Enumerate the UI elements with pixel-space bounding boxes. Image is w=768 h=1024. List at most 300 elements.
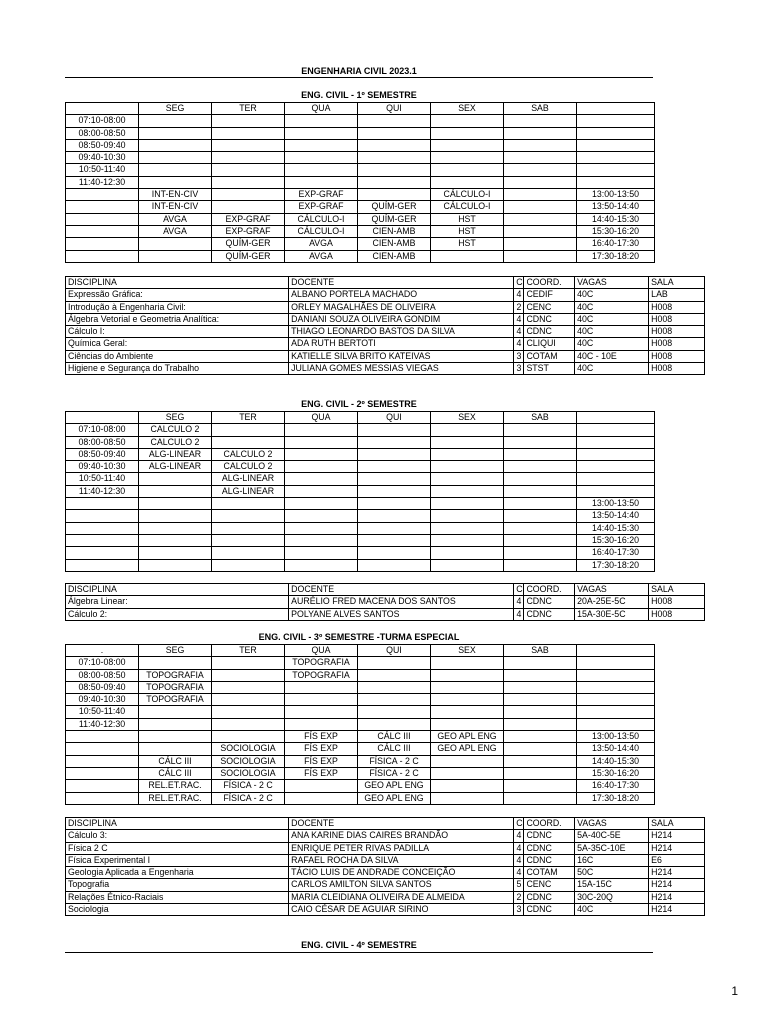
- time-slot-cell: [66, 522, 139, 534]
- page-number: 1: [731, 984, 738, 998]
- class-cell: [212, 694, 285, 706]
- docente-name: KATIELLE SILVA BRITO KATEIVAS: [289, 350, 514, 362]
- class-cell: [504, 461, 577, 473]
- vagas: 40C: [575, 326, 649, 338]
- schedule-header-cell: SEX: [431, 412, 504, 424]
- time-slot-cell: 16:40-17:30: [577, 780, 655, 792]
- vagas: 40C: [575, 338, 649, 350]
- time-slot-cell: [66, 755, 139, 767]
- sala: E6: [649, 854, 705, 866]
- class-cell: [139, 485, 212, 497]
- vagas: 16C: [575, 854, 649, 866]
- schedule-row: [66, 681, 655, 693]
- coord: CDNC: [524, 854, 575, 866]
- docente-name: CAIO CÉSAR DE AGUIAR SIRINO: [289, 904, 514, 916]
- class-cell: CIEN-AMB: [358, 250, 431, 262]
- discipline-name: Química Geral:: [66, 338, 289, 350]
- class-cell: CALCULO 2: [139, 436, 212, 448]
- disciplines-header-cell: C: [514, 818, 524, 830]
- class-cell: [285, 510, 358, 522]
- coord: COTAM: [524, 350, 575, 362]
- class-cell: [431, 448, 504, 460]
- time-slot-cell: [66, 743, 139, 755]
- credits: 4: [514, 338, 524, 350]
- time-slot-cell: 08:00-08:50: [66, 669, 139, 681]
- schedule-row: [66, 718, 655, 730]
- class-cell: [504, 485, 577, 497]
- discipline-name: Topografia: [66, 879, 289, 891]
- docente-name: AURÉLIO FRED MACENA DOS SANTOS: [289, 596, 514, 608]
- class-cell: [212, 189, 285, 201]
- class-cell: [504, 176, 577, 188]
- time-slot-cell: 13:00-13:50: [577, 731, 655, 743]
- credits: 2: [514, 891, 524, 903]
- schedule-header-cell: [577, 412, 655, 424]
- class-cell: [504, 448, 577, 460]
- schedule-row: [66, 139, 655, 151]
- class-cell: SOCIOLOGIA: [212, 743, 285, 755]
- schedule-row: [66, 522, 655, 534]
- schedule-header-cell: SEG: [139, 103, 212, 115]
- class-cell: [431, 547, 504, 559]
- class-cell: GEO APL ENG: [431, 731, 504, 743]
- class-cell: [139, 164, 212, 176]
- class-cell: [139, 706, 212, 718]
- discipline-name: Cálculo 2:: [66, 608, 289, 620]
- class-cell: [285, 115, 358, 127]
- schedule-header-cell: QUA: [285, 412, 358, 424]
- disciplines-header-cell: DISCIPLINA: [66, 584, 289, 596]
- time-slot-cell: [577, 461, 655, 473]
- class-cell: [358, 189, 431, 201]
- time-slot-cell: 16:40-17:30: [577, 547, 655, 559]
- class-cell: [504, 755, 577, 767]
- sala: H008: [649, 608, 705, 620]
- schedule-header-row: [66, 645, 655, 657]
- schedule-row: [66, 225, 655, 237]
- credits: 4: [514, 596, 524, 608]
- class-cell: [504, 189, 577, 201]
- discipline-row: [66, 313, 705, 325]
- discipline-name: Geologia Aplicada a Engenharia: [66, 867, 289, 879]
- class-cell: ALG-LINEAR: [212, 473, 285, 485]
- class-cell: [504, 681, 577, 693]
- class-cell: [139, 559, 212, 571]
- class-cell: [504, 780, 577, 792]
- class-cell: [212, 718, 285, 730]
- docente-name: RAFAEL ROCHA DA SILVA: [289, 854, 514, 866]
- class-cell: EXP-GRAF: [285, 201, 358, 213]
- schedule-row: [66, 743, 655, 755]
- discipline-row: [66, 301, 705, 313]
- time-slot-cell: 08:50-09:40: [66, 139, 139, 151]
- class-cell: [431, 718, 504, 730]
- time-slot-cell: [577, 657, 655, 669]
- class-cell: [504, 559, 577, 571]
- time-slot-cell: 17:30-18:20: [577, 559, 655, 571]
- class-cell: [504, 115, 577, 127]
- class-cell: EXP-GRAF: [212, 225, 285, 237]
- schedule-row: [66, 498, 655, 510]
- coord: CDNC: [524, 596, 575, 608]
- coord: CDNC: [524, 904, 575, 916]
- class-cell: [212, 152, 285, 164]
- coord: CDNC: [524, 313, 575, 325]
- coord: STST: [524, 363, 575, 375]
- coord: COTAM: [524, 867, 575, 879]
- class-cell: [504, 657, 577, 669]
- disciplines-header-cell: VAGAS: [575, 584, 649, 596]
- schedule-row: [66, 547, 655, 559]
- class-cell: [504, 213, 577, 225]
- docente-name: ENRIQUE PETER RIVAS PADILLA: [289, 842, 514, 854]
- time-slot-cell: 09:40-10:30: [66, 461, 139, 473]
- schedule-row: [66, 176, 655, 188]
- schedule-row: [66, 152, 655, 164]
- class-cell: HST: [431, 213, 504, 225]
- class-cell: [504, 510, 577, 522]
- time-slot-cell: [577, 681, 655, 693]
- class-cell: [139, 176, 212, 188]
- class-cell: [285, 792, 358, 804]
- schedule-row: [66, 473, 655, 485]
- class-cell: [358, 657, 431, 669]
- docente-name: POLYANE ALVES SANTOS: [289, 608, 514, 620]
- time-slot-cell: [577, 127, 655, 139]
- class-cell: [212, 127, 285, 139]
- docente-name: ANA KARINE DIAS CAIRES BRANDÃO: [289, 830, 514, 842]
- class-cell: QUÍM-GER: [358, 213, 431, 225]
- time-slot-cell: 11:40-12:30: [66, 485, 139, 497]
- credits: 4: [514, 313, 524, 325]
- docente-name: JULIANA GOMES MESSIAS VIEGAS: [289, 363, 514, 375]
- time-slot-cell: [577, 139, 655, 151]
- class-cell: [431, 522, 504, 534]
- sala: H214: [649, 830, 705, 842]
- class-cell: [431, 473, 504, 485]
- disciplines-header-cell: SALA: [649, 277, 705, 289]
- schedule-row: [66, 424, 655, 436]
- time-slot-cell: [66, 201, 139, 213]
- time-slot-cell: [577, 694, 655, 706]
- vagas: 15A-30E-5C: [575, 608, 649, 620]
- class-cell: [212, 559, 285, 571]
- section-title: ENG. CIVIL - 1º SEMESTRE: [301, 90, 417, 100]
- class-cell: [212, 731, 285, 743]
- time-slot-cell: [577, 176, 655, 188]
- class-cell: CALCULO 2: [139, 424, 212, 436]
- class-cell: [358, 152, 431, 164]
- time-slot-cell: [577, 706, 655, 718]
- class-cell: [504, 424, 577, 436]
- class-cell: QUÍM-GER: [358, 201, 431, 213]
- class-cell: FÍSICA - 2 C: [358, 767, 431, 779]
- class-cell: [139, 152, 212, 164]
- class-cell: TOPOGRAFIA: [139, 694, 212, 706]
- time-slot-cell: 08:50-09:40: [66, 448, 139, 460]
- schedule-header-cell: [66, 103, 139, 115]
- time-slot-cell: 13:50-14:40: [577, 201, 655, 213]
- class-cell: [285, 139, 358, 151]
- class-cell: [212, 201, 285, 213]
- class-cell: EXP-GRAF: [212, 213, 285, 225]
- discipline-name: Cálculo 3:: [66, 830, 289, 842]
- docente-name: TÁCIO LUIS DE ANDRADE CONCEIÇÃO: [289, 867, 514, 879]
- schedule-row: [66, 485, 655, 497]
- discipline-row: [66, 608, 705, 620]
- class-cell: CÁLCULO-I: [285, 213, 358, 225]
- class-cell: [139, 127, 212, 139]
- class-cell: HST: [431, 225, 504, 237]
- time-slot-cell: 08:00-08:50: [66, 436, 139, 448]
- time-slot-cell: [577, 424, 655, 436]
- credits: 4: [514, 854, 524, 866]
- class-cell: [358, 139, 431, 151]
- class-cell: [285, 534, 358, 546]
- disciplines-table-semester-2: [65, 583, 705, 621]
- class-cell: [358, 706, 431, 718]
- schedule-row: [66, 780, 655, 792]
- disciplines-header-cell: COORD.: [524, 277, 575, 289]
- title-rule: [65, 77, 653, 78]
- schedule-header-row: [66, 103, 655, 115]
- class-cell: [504, 201, 577, 213]
- time-slot-cell: [66, 780, 139, 792]
- class-cell: CÁLC III: [139, 767, 212, 779]
- class-cell: [358, 669, 431, 681]
- class-cell: [504, 706, 577, 718]
- schedule-header-cell: QUA: [285, 645, 358, 657]
- time-slot-cell: 17:30-18:20: [577, 250, 655, 262]
- class-cell: [139, 510, 212, 522]
- time-slot-cell: 15:30-16:20: [577, 534, 655, 546]
- discipline-name: Física 2 C: [66, 842, 289, 854]
- vagas: 5A-35C-10E: [575, 842, 649, 854]
- class-cell: [358, 718, 431, 730]
- class-cell: CÁLCULO-I: [285, 225, 358, 237]
- class-cell: [212, 498, 285, 510]
- class-cell: [212, 436, 285, 448]
- section-rule: [65, 952, 653, 953]
- discipline-name: Álgebra Vetorial e Geometria Analítica:: [66, 313, 289, 325]
- schedule-header-cell: SEG: [139, 412, 212, 424]
- class-cell: [504, 250, 577, 262]
- class-cell: [358, 436, 431, 448]
- class-cell: [285, 461, 358, 473]
- class-cell: TOPOGRAFIA: [139, 681, 212, 693]
- class-cell: [212, 139, 285, 151]
- class-cell: [504, 547, 577, 559]
- class-cell: CIEN-AMB: [358, 238, 431, 250]
- disciplines-header-cell: SALA: [649, 584, 705, 596]
- class-cell: [285, 176, 358, 188]
- class-cell: FÍSICA - 2 C: [212, 792, 285, 804]
- schedule-table-semester-2: [65, 411, 655, 572]
- class-cell: [431, 424, 504, 436]
- vagas: 40C - 10E: [575, 350, 649, 362]
- schedule-row: [66, 755, 655, 767]
- class-cell: [358, 681, 431, 693]
- discipline-name: Cálculo I:: [66, 326, 289, 338]
- schedule-header-cell: .: [66, 645, 139, 657]
- class-cell: AVGA: [285, 238, 358, 250]
- credits: 5: [514, 879, 524, 891]
- class-cell: GEO APL ENG: [358, 780, 431, 792]
- time-slot-cell: [66, 767, 139, 779]
- docente-name: CARLOS AMILTON SILVA SANTOS: [289, 879, 514, 891]
- sala: H214: [649, 842, 705, 854]
- class-cell: [431, 669, 504, 681]
- time-slot-cell: 07:10-08:00: [66, 424, 139, 436]
- schedule-header-cell: TER: [212, 103, 285, 115]
- class-cell: GEO APL ENG: [431, 743, 504, 755]
- vagas: 15A-15C: [575, 879, 649, 891]
- schedule-row: [66, 189, 655, 201]
- class-cell: [358, 461, 431, 473]
- class-cell: [504, 669, 577, 681]
- class-cell: [358, 115, 431, 127]
- time-slot-cell: 11:40-12:30: [66, 176, 139, 188]
- credits: 4: [514, 289, 524, 301]
- schedule-table-semester-1: [65, 102, 655, 263]
- time-slot-cell: [577, 448, 655, 460]
- credits: 4: [514, 326, 524, 338]
- class-cell: AVGA: [139, 213, 212, 225]
- vagas: 40C: [575, 904, 649, 916]
- coord: CDNC: [524, 608, 575, 620]
- class-cell: CÁLCULO-I: [431, 189, 504, 201]
- class-cell: [504, 238, 577, 250]
- discipline-row: [66, 338, 705, 350]
- vagas: 50C: [575, 867, 649, 879]
- sala: H008: [649, 338, 705, 350]
- coord: CEDIF: [524, 289, 575, 301]
- sala: H008: [649, 326, 705, 338]
- discipline-name: Ciências do Ambiente: [66, 350, 289, 362]
- class-cell: [139, 498, 212, 510]
- class-cell: CÁLC III: [139, 755, 212, 767]
- class-cell: CIEN-AMB: [358, 225, 431, 237]
- discipline-row: [66, 830, 705, 842]
- class-cell: [504, 718, 577, 730]
- time-slot-cell: 08:00-08:50: [66, 127, 139, 139]
- time-slot-cell: [577, 152, 655, 164]
- class-cell: TOPOGRAFIA: [285, 669, 358, 681]
- time-slot-cell: 10:50-11:40: [66, 706, 139, 718]
- class-cell: INT-EN-CIV: [139, 201, 212, 213]
- class-cell: [285, 152, 358, 164]
- time-slot-cell: [66, 250, 139, 262]
- disciplines-table-semester-3: [65, 817, 705, 916]
- coord: CENC: [524, 301, 575, 313]
- class-cell: [358, 485, 431, 497]
- class-cell: ALG-LINEAR: [212, 485, 285, 497]
- disciplines-header-cell: C: [514, 277, 524, 289]
- schedule-header-cell: QUI: [358, 412, 431, 424]
- class-cell: [431, 767, 504, 779]
- time-slot-cell: 13:50-14:40: [577, 510, 655, 522]
- disciplines-header-cell: VAGAS: [575, 277, 649, 289]
- vagas: 40C: [575, 363, 649, 375]
- class-cell: [285, 547, 358, 559]
- class-cell: [431, 510, 504, 522]
- class-cell: [285, 498, 358, 510]
- class-cell: [431, 694, 504, 706]
- time-slot-cell: 10:50-11:40: [66, 164, 139, 176]
- vagas: 20A-25E-5C: [575, 596, 649, 608]
- disciplines-header-cell: COORD.: [524, 818, 575, 830]
- class-cell: QUÍM-GER: [212, 250, 285, 262]
- time-slot-cell: [66, 510, 139, 522]
- class-cell: HST: [431, 238, 504, 250]
- class-cell: [285, 424, 358, 436]
- credits: 2: [514, 301, 524, 313]
- class-cell: [431, 657, 504, 669]
- schedule-row: [66, 436, 655, 448]
- class-cell: AVGA: [139, 225, 212, 237]
- section-title: ENG. CIVIL - 3º SEMESTRE -TURMA ESPECIAL: [258, 632, 460, 642]
- time-slot-cell: 09:40-10:30: [66, 152, 139, 164]
- class-cell: FÍS EXP: [285, 755, 358, 767]
- class-cell: CÁLC III: [358, 731, 431, 743]
- time-slot-cell: [577, 164, 655, 176]
- class-cell: [285, 718, 358, 730]
- discipline-row: [66, 891, 705, 903]
- schedule-header-row: [66, 412, 655, 424]
- class-cell: FÍS EXP: [285, 743, 358, 755]
- class-cell: [139, 718, 212, 730]
- class-cell: [504, 164, 577, 176]
- sala: H008: [649, 350, 705, 362]
- schedule-header-cell: [577, 103, 655, 115]
- class-cell: [504, 522, 577, 534]
- class-cell: [504, 225, 577, 237]
- discipline-row: [66, 867, 705, 879]
- class-cell: [212, 115, 285, 127]
- class-cell: [139, 657, 212, 669]
- schedule-row: [66, 767, 655, 779]
- time-slot-cell: 13:50-14:40: [577, 743, 655, 755]
- class-cell: [431, 139, 504, 151]
- docente-name: ORLEY MAGALHÃES DE OLIVEIRA: [289, 301, 514, 313]
- class-cell: [431, 559, 504, 571]
- time-slot-cell: 14:40-15:30: [577, 522, 655, 534]
- time-slot-cell: [66, 559, 139, 571]
- schedule-header-cell: SEX: [431, 645, 504, 657]
- class-cell: SOCIOLOGIA: [212, 767, 285, 779]
- class-cell: [504, 473, 577, 485]
- time-slot-cell: [66, 225, 139, 237]
- discipline-row: [66, 363, 705, 375]
- class-cell: [358, 559, 431, 571]
- class-cell: [504, 139, 577, 151]
- disciplines-header-cell: DISCIPLINA: [66, 818, 289, 830]
- class-cell: [431, 250, 504, 262]
- schedule-header-cell: TER: [212, 412, 285, 424]
- credits: 4: [514, 830, 524, 842]
- credits: 4: [514, 842, 524, 854]
- class-cell: [212, 681, 285, 693]
- discipline-row: [66, 879, 705, 891]
- sala: H008: [649, 313, 705, 325]
- discipline-row: [66, 350, 705, 362]
- schedule-row: [66, 694, 655, 706]
- vagas: 40C: [575, 301, 649, 313]
- time-slot-cell: [66, 213, 139, 225]
- schedule-header-cell: SAB: [504, 103, 577, 115]
- class-cell: [504, 731, 577, 743]
- class-cell: [358, 127, 431, 139]
